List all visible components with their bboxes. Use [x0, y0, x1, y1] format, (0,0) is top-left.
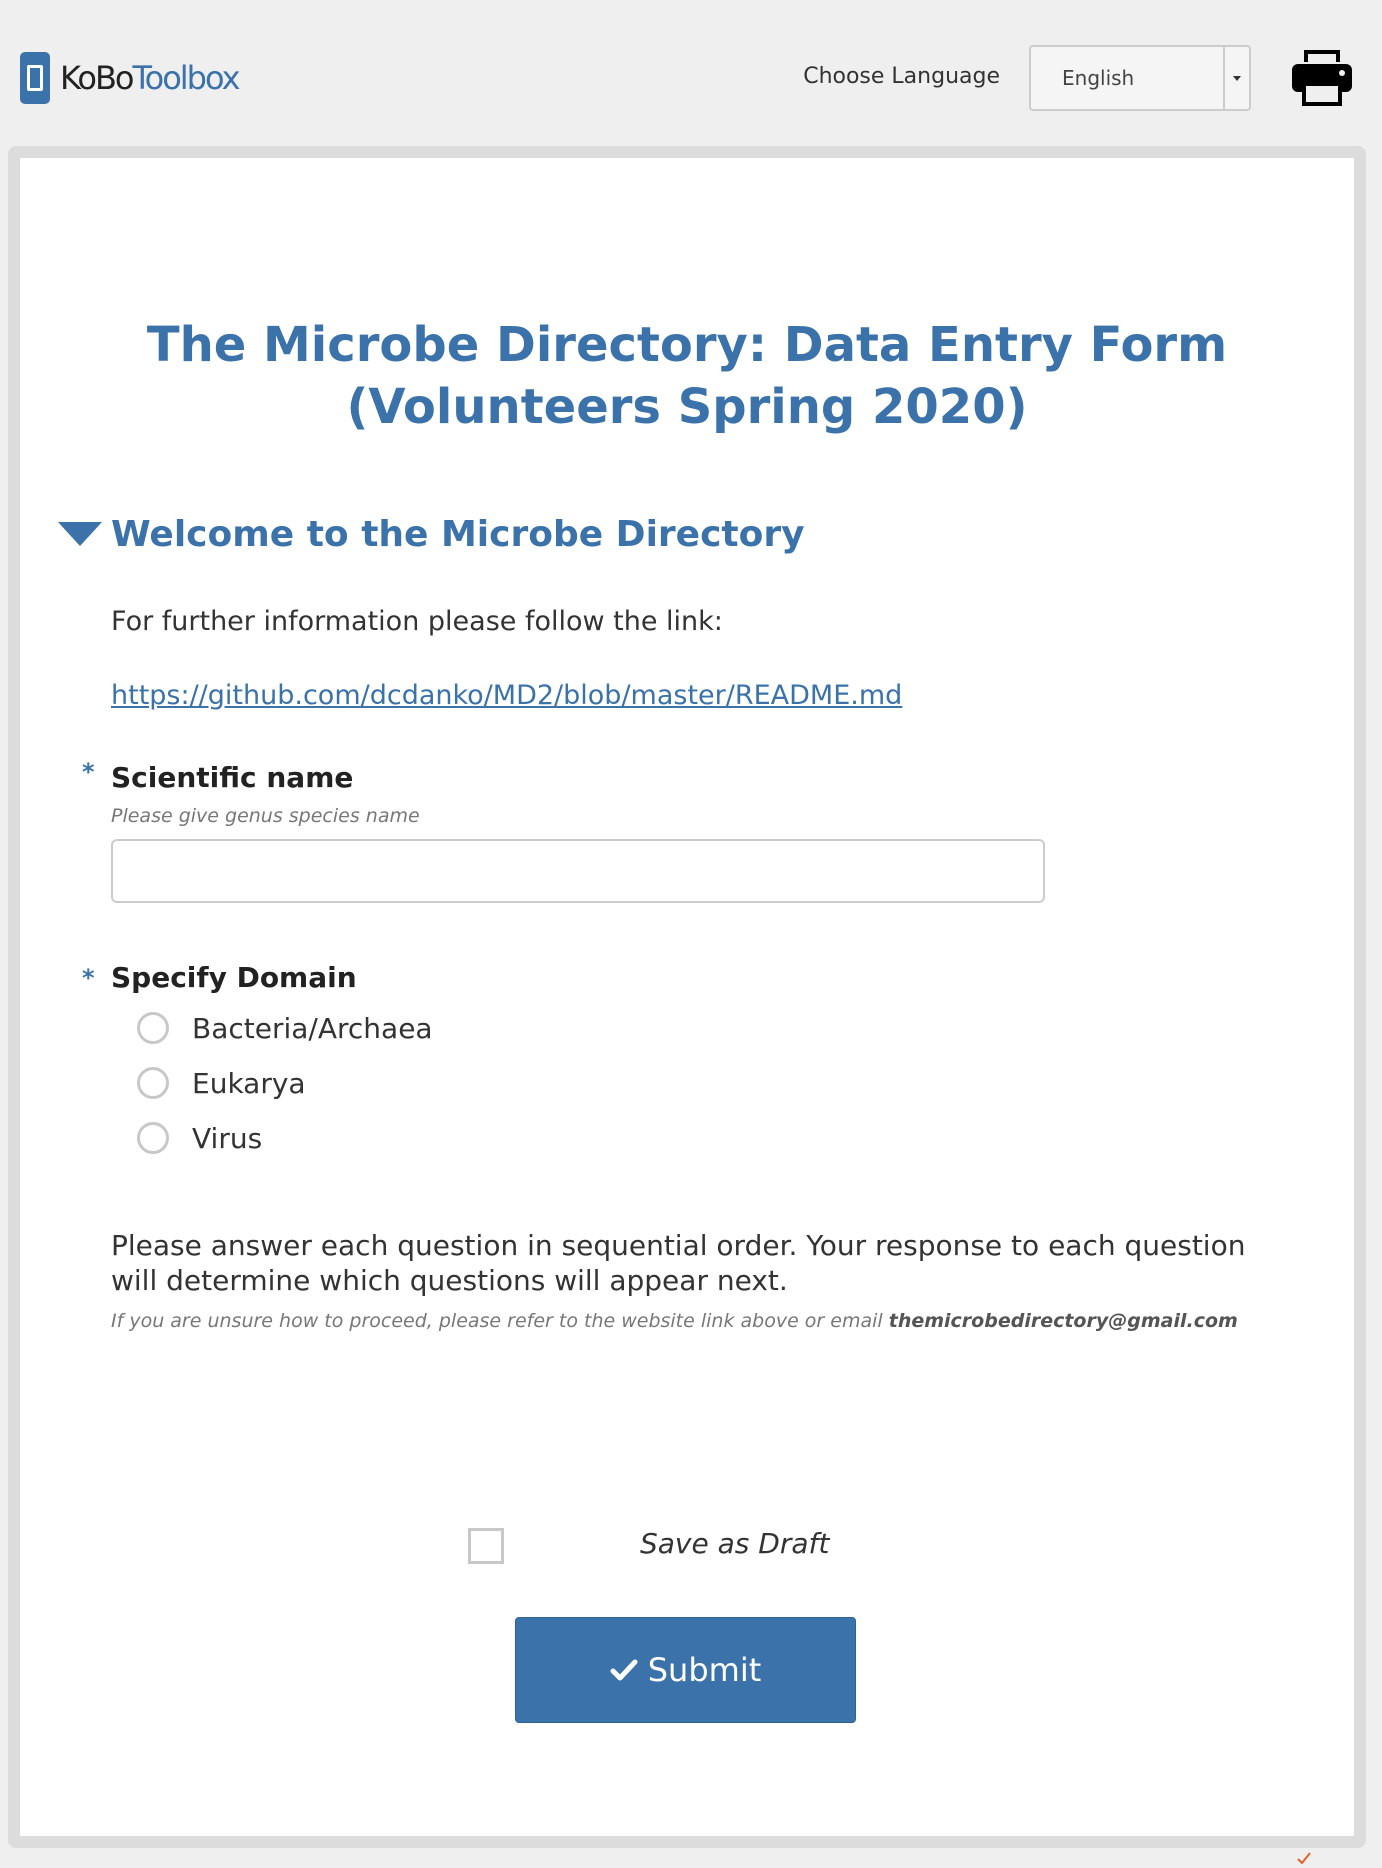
- radio-label: Eukarya: [192, 1066, 306, 1100]
- group-collapse-toggle[interactable]: [58, 522, 102, 548]
- language-select-value: English: [1062, 66, 1135, 90]
- form-title: [20, 314, 1354, 438]
- radio-button[interactable]: [137, 1067, 169, 1099]
- radio-label: Bacteria/Archaea: [192, 1011, 433, 1045]
- scientific-name-input[interactable]: [111, 839, 1045, 903]
- domain-option-bacteria-archaea[interactable]: [137, 1008, 433, 1048]
- logo-text-toolbox: Toolbox: [132, 59, 239, 97]
- domain-option-virus[interactable]: [137, 1118, 262, 1158]
- submit-label: Submit: [647, 1651, 762, 1689]
- contact-email: themicrobedirectory@gmail.com: [888, 1310, 1238, 1332]
- group-title[interactable]: Welcome to the Microbe Directory: [111, 514, 805, 555]
- checkmark-decoration-icon: [1296, 1852, 1312, 1864]
- logo-text: [60, 59, 239, 97]
- scientific-name-hint: Please give genus species name: [111, 805, 420, 827]
- language-select-arrow[interactable]: [1223, 47, 1249, 109]
- specify-domain-label: Specify Domain: [111, 961, 357, 994]
- kobo-logo[interactable]: [20, 52, 239, 104]
- logo-text-kobo: KoBo: [60, 59, 133, 97]
- instructions-hint-text: If you are unsure how to proceed, please refer to the website link above or email: [111, 1310, 889, 1332]
- radio-button[interactable]: [137, 1012, 169, 1044]
- required-marker: *: [82, 964, 95, 992]
- readme-link[interactable]: https://github.com/dcdanko/MD2/blob/master/README.md: [111, 680, 903, 711]
- submit-button[interactable]: [515, 1617, 856, 1723]
- triangle-down-icon: [58, 522, 102, 548]
- required-marker: *: [82, 758, 95, 786]
- form-card: [8, 146, 1366, 1848]
- check-icon: [610, 1658, 638, 1682]
- radio-button[interactable]: [137, 1122, 169, 1154]
- printer-icon: [1290, 48, 1354, 108]
- save-draft-checkbox[interactable]: [468, 1528, 504, 1564]
- kobo-logo-icon: [20, 52, 50, 104]
- choose-language-label: Choose Language: [803, 64, 1000, 89]
- form-title-line-2: (Volunteers Spring 2020): [346, 379, 1028, 435]
- caret-down-icon: [1233, 76, 1241, 81]
- form-title-line-1: The Microbe Directory: Data Entry Form: [146, 317, 1228, 373]
- print-button[interactable]: [1290, 48, 1354, 108]
- save-draft-label: Save as Draft: [640, 1527, 830, 1560]
- info-text: For further information please follow the link:: [111, 606, 723, 637]
- domain-option-eukarya[interactable]: [137, 1063, 306, 1103]
- scientific-name-label: Scientific name: [111, 761, 354, 794]
- language-select[interactable]: [1029, 45, 1251, 111]
- radio-label: Virus: [192, 1121, 263, 1155]
- instructions-note: Please answer each question in sequential order. Your response to each question will determine which questions will appear next.: [111, 1229, 1246, 1297]
- instructions-hint: [111, 1310, 1238, 1332]
